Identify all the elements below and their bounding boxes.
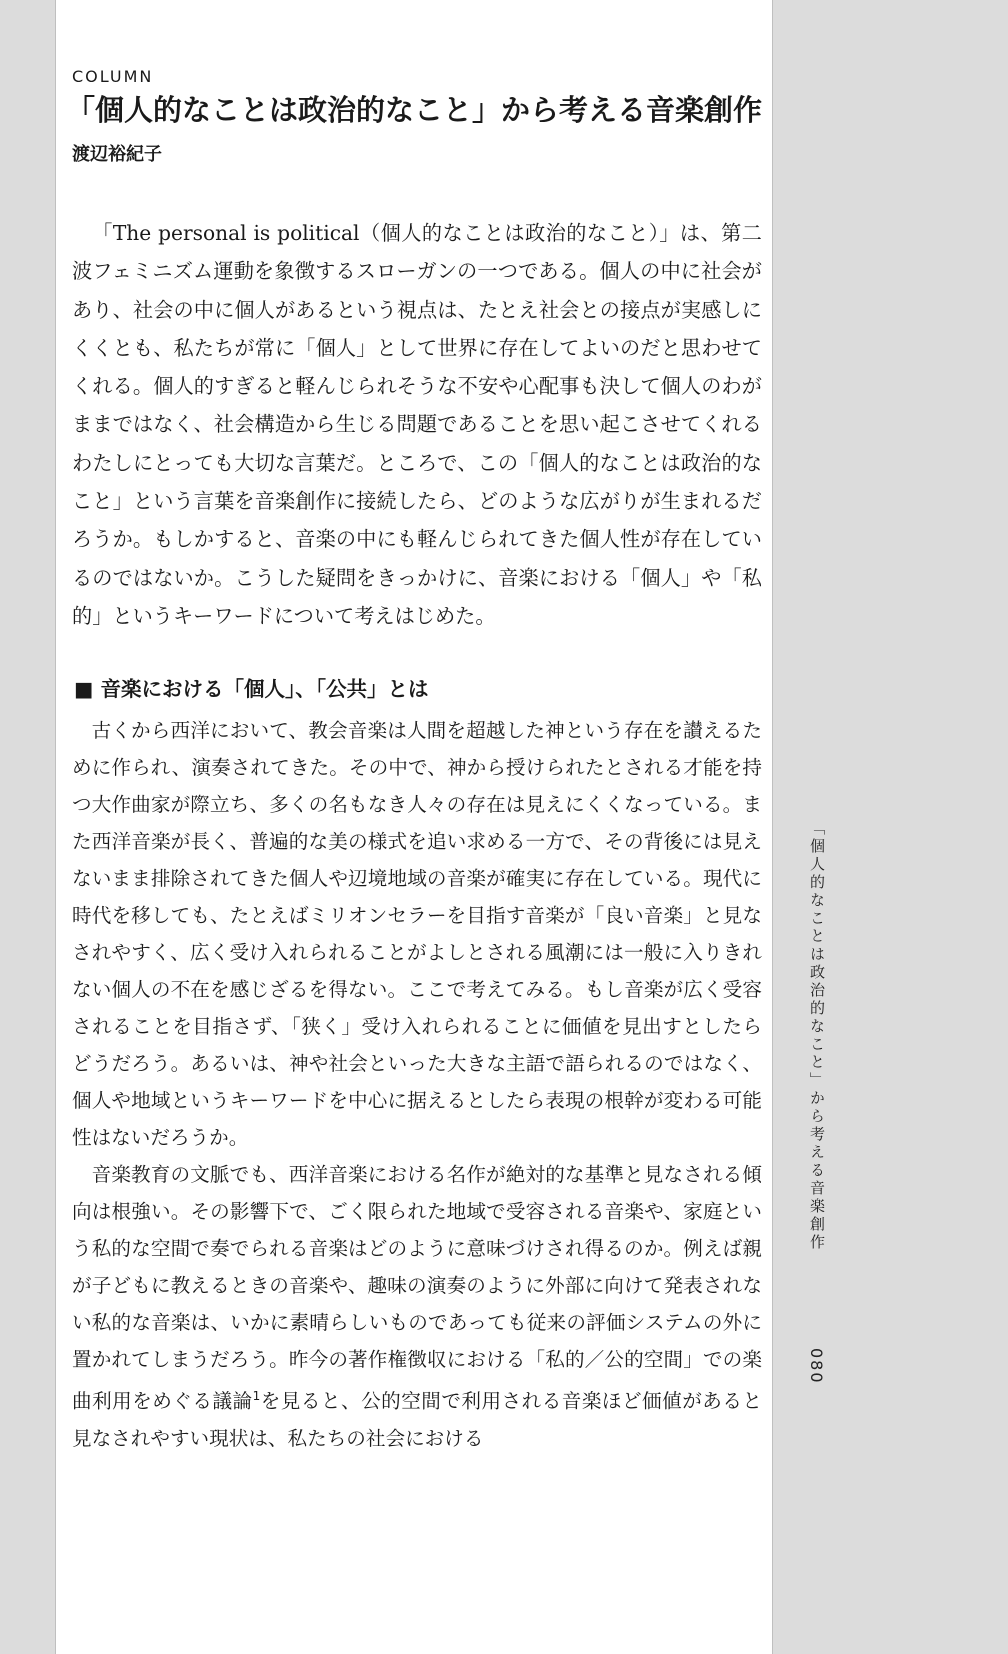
- running-title: 「個人的なことは政治的なこと」から考える音楽創作: [808, 820, 826, 1252]
- page-number: 080: [807, 1348, 826, 1385]
- section-heading: ■ 音楽における「個人」、「公共」とは: [74, 677, 429, 701]
- body-paragraph-2: [72, 1156, 762, 1457]
- footnote-marker[interactable]: 1: [252, 1389, 261, 1403]
- lead-section: [72, 214, 762, 635]
- page-title: 「個人的なことは政治的なこと」から考える音楽創作: [66, 93, 763, 127]
- body-paragraph-2-part-a: 音楽教育の文脈でも、西洋音楽における名作が絶対的な基準と見なされる傾向は根強い。その影響下で、ごく限られた地域で受容される音楽や、家庭という私的な空間で奏でられる音楽はどのように意味づけされ得るのか。例えば親が子どもに教えるときの音楽や、趣味の演奏のように外部に向けて発表されない私的な音楽は、いかに素晴らしいものであっても従来の評価システムの外に置かれてしまうだろう。昨今の著作権徴収における「私的／公的空間」での楽曲利用をめぐる議論: [72, 1163, 762, 1413]
- body-section: [72, 712, 762, 1457]
- page-content: [66, 0, 763, 1654]
- body-paragraph-2-part-b: を見ると、公的空間で利用される音楽ほど価値があると見なされやすい現状は、私たちの社会における: [72, 1389, 762, 1450]
- author-name: 渡辺裕紀子: [72, 144, 162, 165]
- body-paragraph-1: 古くから西洋において、教会音楽は人間を超越した神という存在を讃えるために作られ、演奏されてきた。その中で、神から授けられたとされる才能を持つ大作曲家が際立ち、多くの名もなき人々の存在は見えにくくなっている。また西洋音楽が長く、普遍的な美の様式を追い求める一方で、その背後には見えないまま排除されてきた個人や辺境地域の音楽が確実に存在している。現代に時代を移しても、たとえばミリオンセラーを目指す音楽が「良い音楽」と見なされやすく、広く受け入れられることがよしとされる風潮には一般に入りきれない個人の不在を感じざるを得ない。ここで考えてみる。もし音楽が広く受容されることを目指さず、「狭く」受け入れられることに価値を見出すとしたらどうだろう。あるいは、神や社会といった大きな主語で語られるのではなく、個人や地域というキーワードを中心に据えるとしたら表現の根幹が変わる可能性はないだろうか。: [72, 719, 762, 1149]
- lead-paragraph: 「The personal is political（個人的なことは政治的なこと）」は、第二波フェミニズム運動を象徴するスローガンの一つである。個人の中に社会があり、社会の中に個人があるという視点は、たとえ社会との接点が実感しにくくとも、私たちが常に「個人」として世界に存在してよいのだと思わせてくれる。個人的すぎると軽んじられそうな不安や心配事も決して個人のわがままではなく、社会構造から生じる問題であることを思い起こさせてくれるわたしにとっても大切な言葉だ。ところで、この「個人的なことは政治的なこと」という言葉を音楽創作に接続したら、どのような広がりが生まれるだろうか。もしかすると、音楽の中にも軽んじられてきた個人性が存在しているのではないか。こうした疑問をきっかけに、音楽における「個人」や「私的」というキーワードについて考えはじめた。: [72, 221, 762, 628]
- column-label: COLUMN: [72, 67, 154, 86]
- left-margin-strip: [0, 0, 55, 1654]
- left-page-edge: [55, 0, 56, 1654]
